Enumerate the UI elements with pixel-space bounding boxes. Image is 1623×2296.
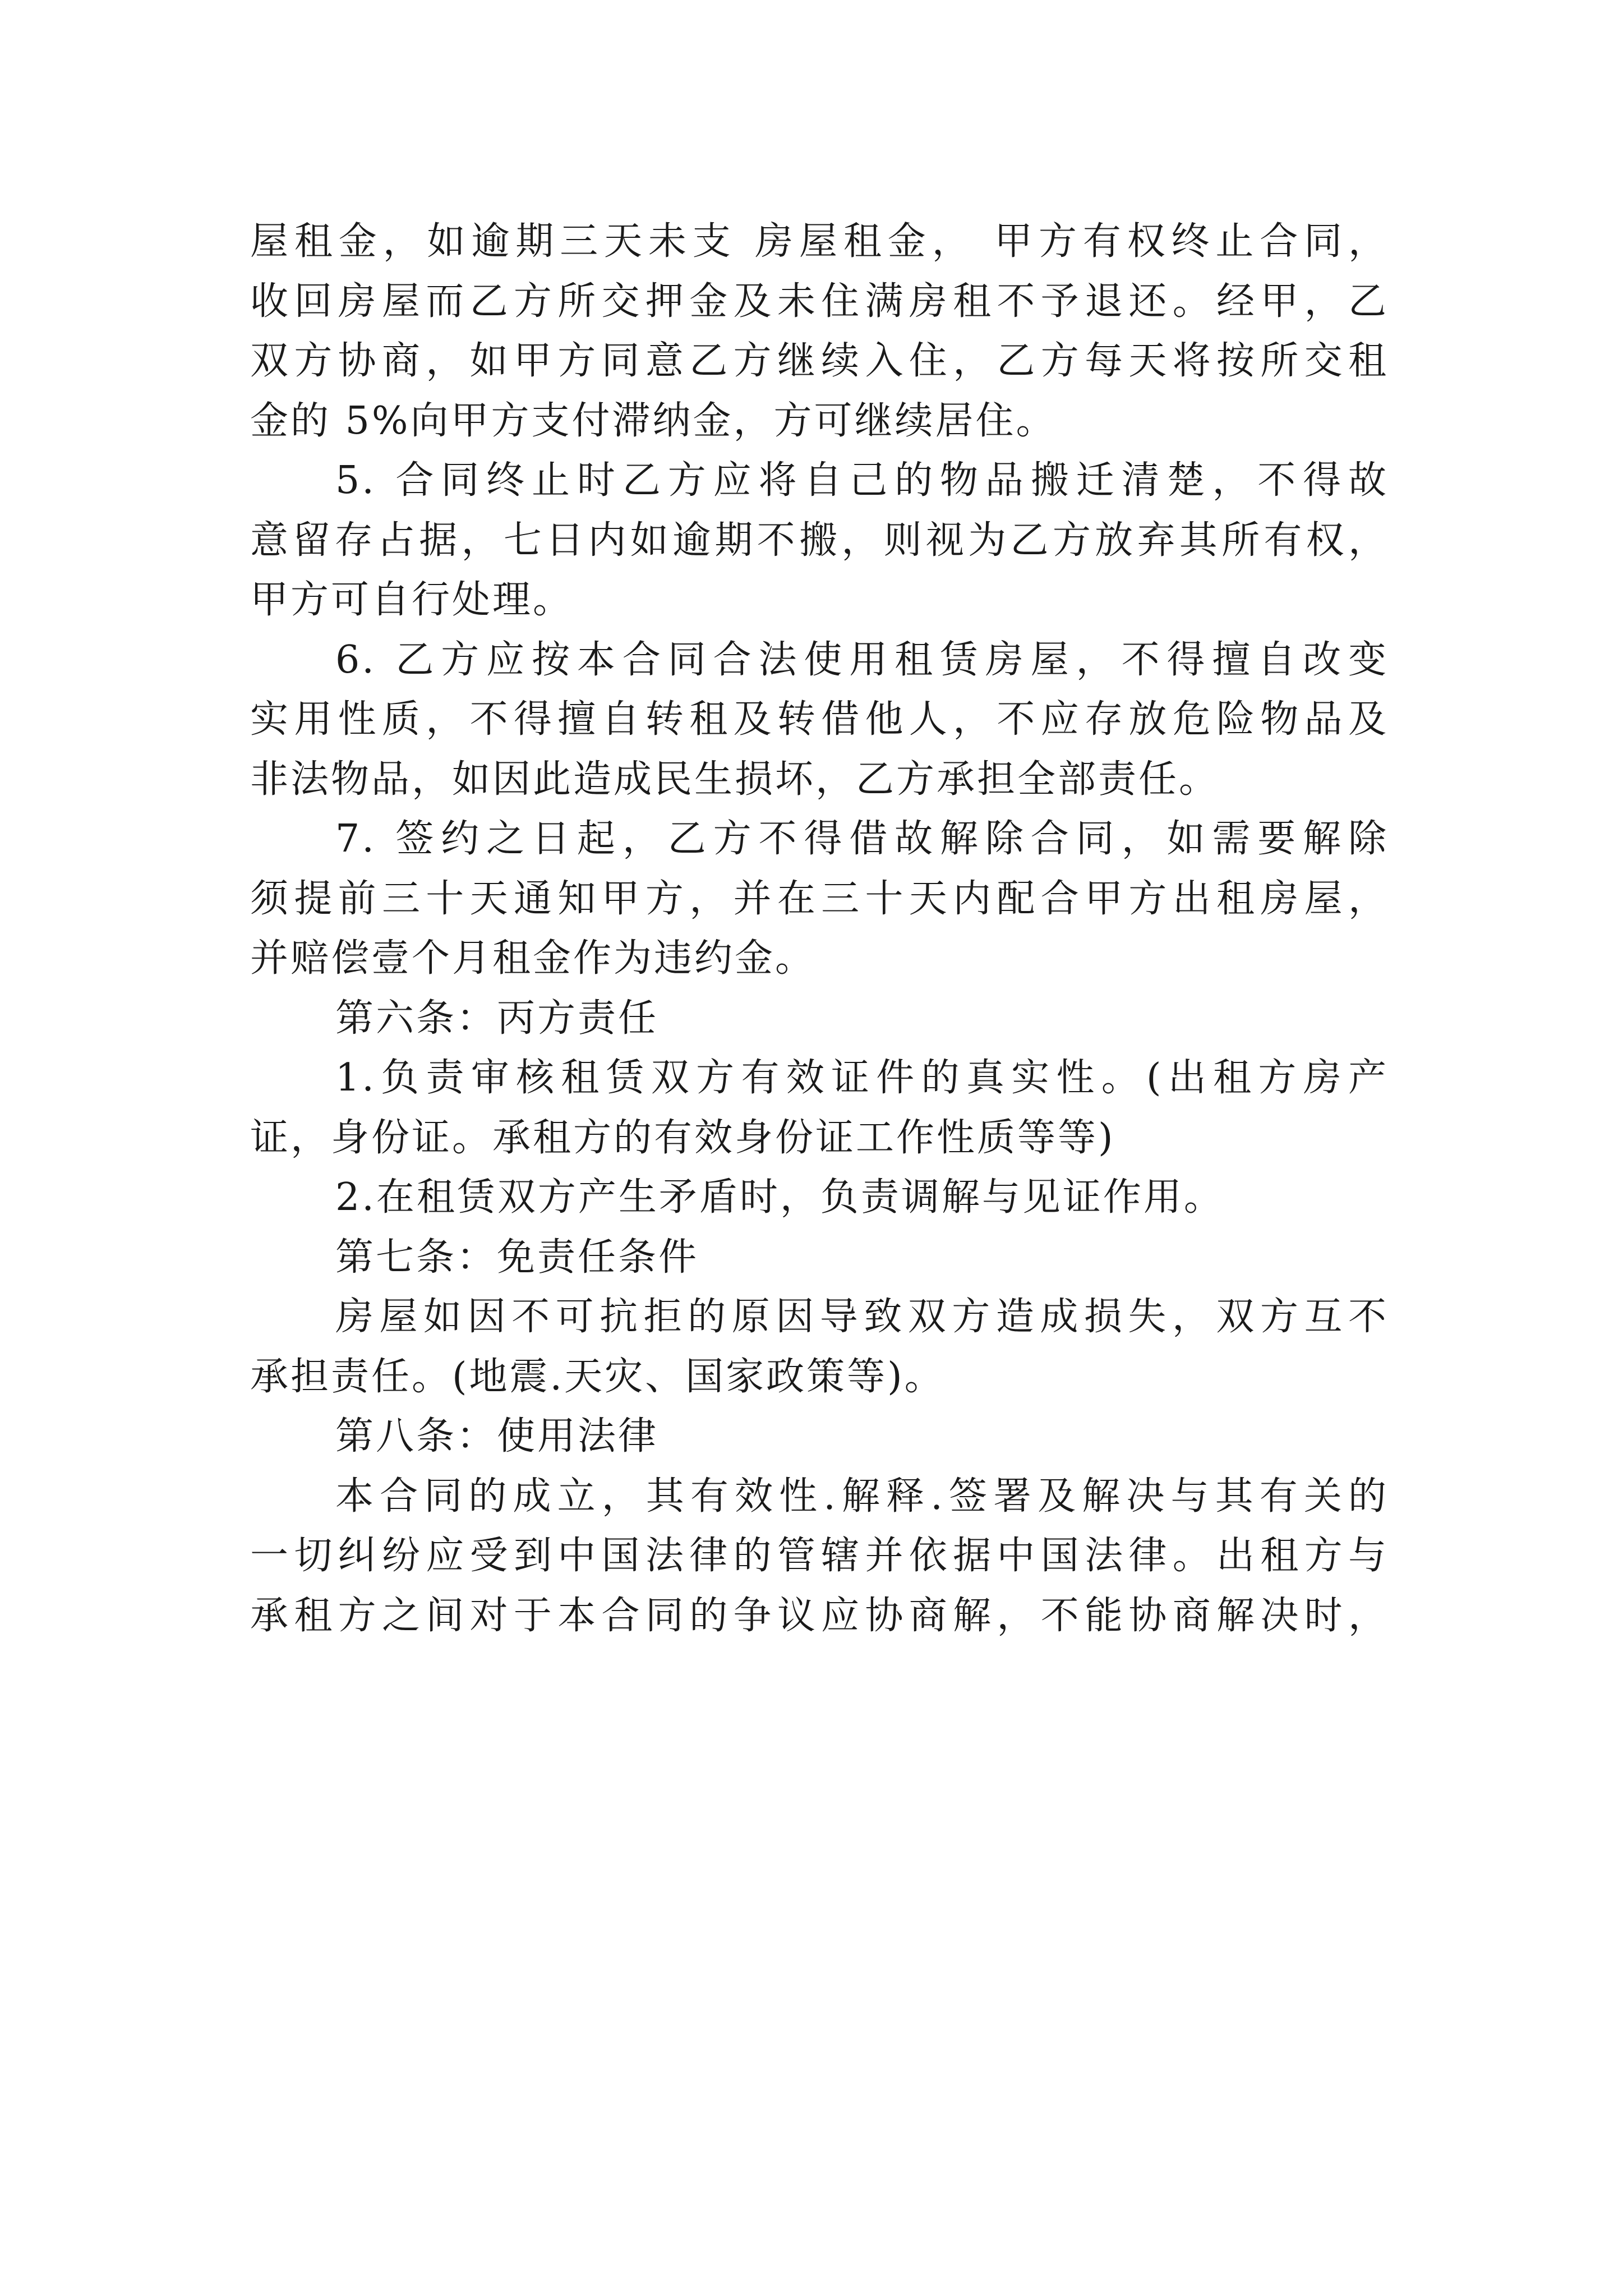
text-line: 实用性质，不得擅自转租及转借他人，不应存放危险物品及 [250, 697, 1389, 742]
text-line: 第七条：免责任条件 [335, 1235, 699, 1280]
text-line: 甲方可自行处理。 [250, 578, 574, 622]
text-line: 承租方之间对于本合同的争议应协商解，不能协商解决时， [250, 1593, 1389, 1638]
text-line: 屋租金，如逾期三天未支 房屋租金， 甲方有权终止合同， [250, 219, 1389, 264]
text-line: 第八条：使用法律 [335, 1414, 659, 1458]
text-line: 意留存占据，七日内如逾期不搬，则视为乙方放弃其所有权， [250, 518, 1389, 563]
text-line: 一切纠纷应受到中国法律的管辖并依据中国法律。出租方与 [250, 1534, 1389, 1578]
text-line: 7. 签约之日起，乙方不得借故解除合同，如需要解除 [335, 817, 1389, 861]
text-line: 双方协商，如甲方同意乙方继续入住，乙方每天将按所交租 [250, 339, 1389, 383]
text-line: 本合同的成立，其有效性.解释.签署及解决与其有关的 [335, 1474, 1389, 1519]
text-line: 房屋如因不可抗拒的原因导致双方造成损失，双方互不 [335, 1295, 1389, 1339]
text-line: 须提前三十天通知甲方，并在三十天内配合甲方出租房屋， [250, 876, 1389, 921]
text-line: 证，身份证。承租方的有效身份证工作性质等等) [250, 1115, 1115, 1160]
text-line: 5. 合同终止时乙方应将自己的物品搬迁清楚，不得故 [335, 458, 1389, 503]
text-line: 收回房屋而乙方所交押金及未住满房租不予退还。经甲，乙 [250, 279, 1389, 324]
text-line: 1.负责审核租赁双方有效证件的真实性。(出租方房产 [335, 1056, 1389, 1100]
text-line: 第六条：丙方责任 [335, 996, 659, 1041]
text-line: 2.在租赁双方产生矛盾时，负责调解与见证作用。 [335, 1175, 1224, 1220]
text-line: 金的 5%向甲方支付滞纳金，方可继续居住。 [250, 398, 1057, 443]
text-line: 承担责任。(地震.天灾、国家政策等)。 [250, 1354, 945, 1399]
text-line: 并赔偿壹个月租金作为违约金。 [250, 936, 816, 981]
text-line: 6. 乙方应按本合同合法使用租赁房屋，不得擅自改变 [335, 637, 1389, 682]
document-body [250, 212, 1389, 1646]
text-line: 非法物品，如因此造成民生损坏，乙方承担全部责任。 [250, 757, 1220, 802]
